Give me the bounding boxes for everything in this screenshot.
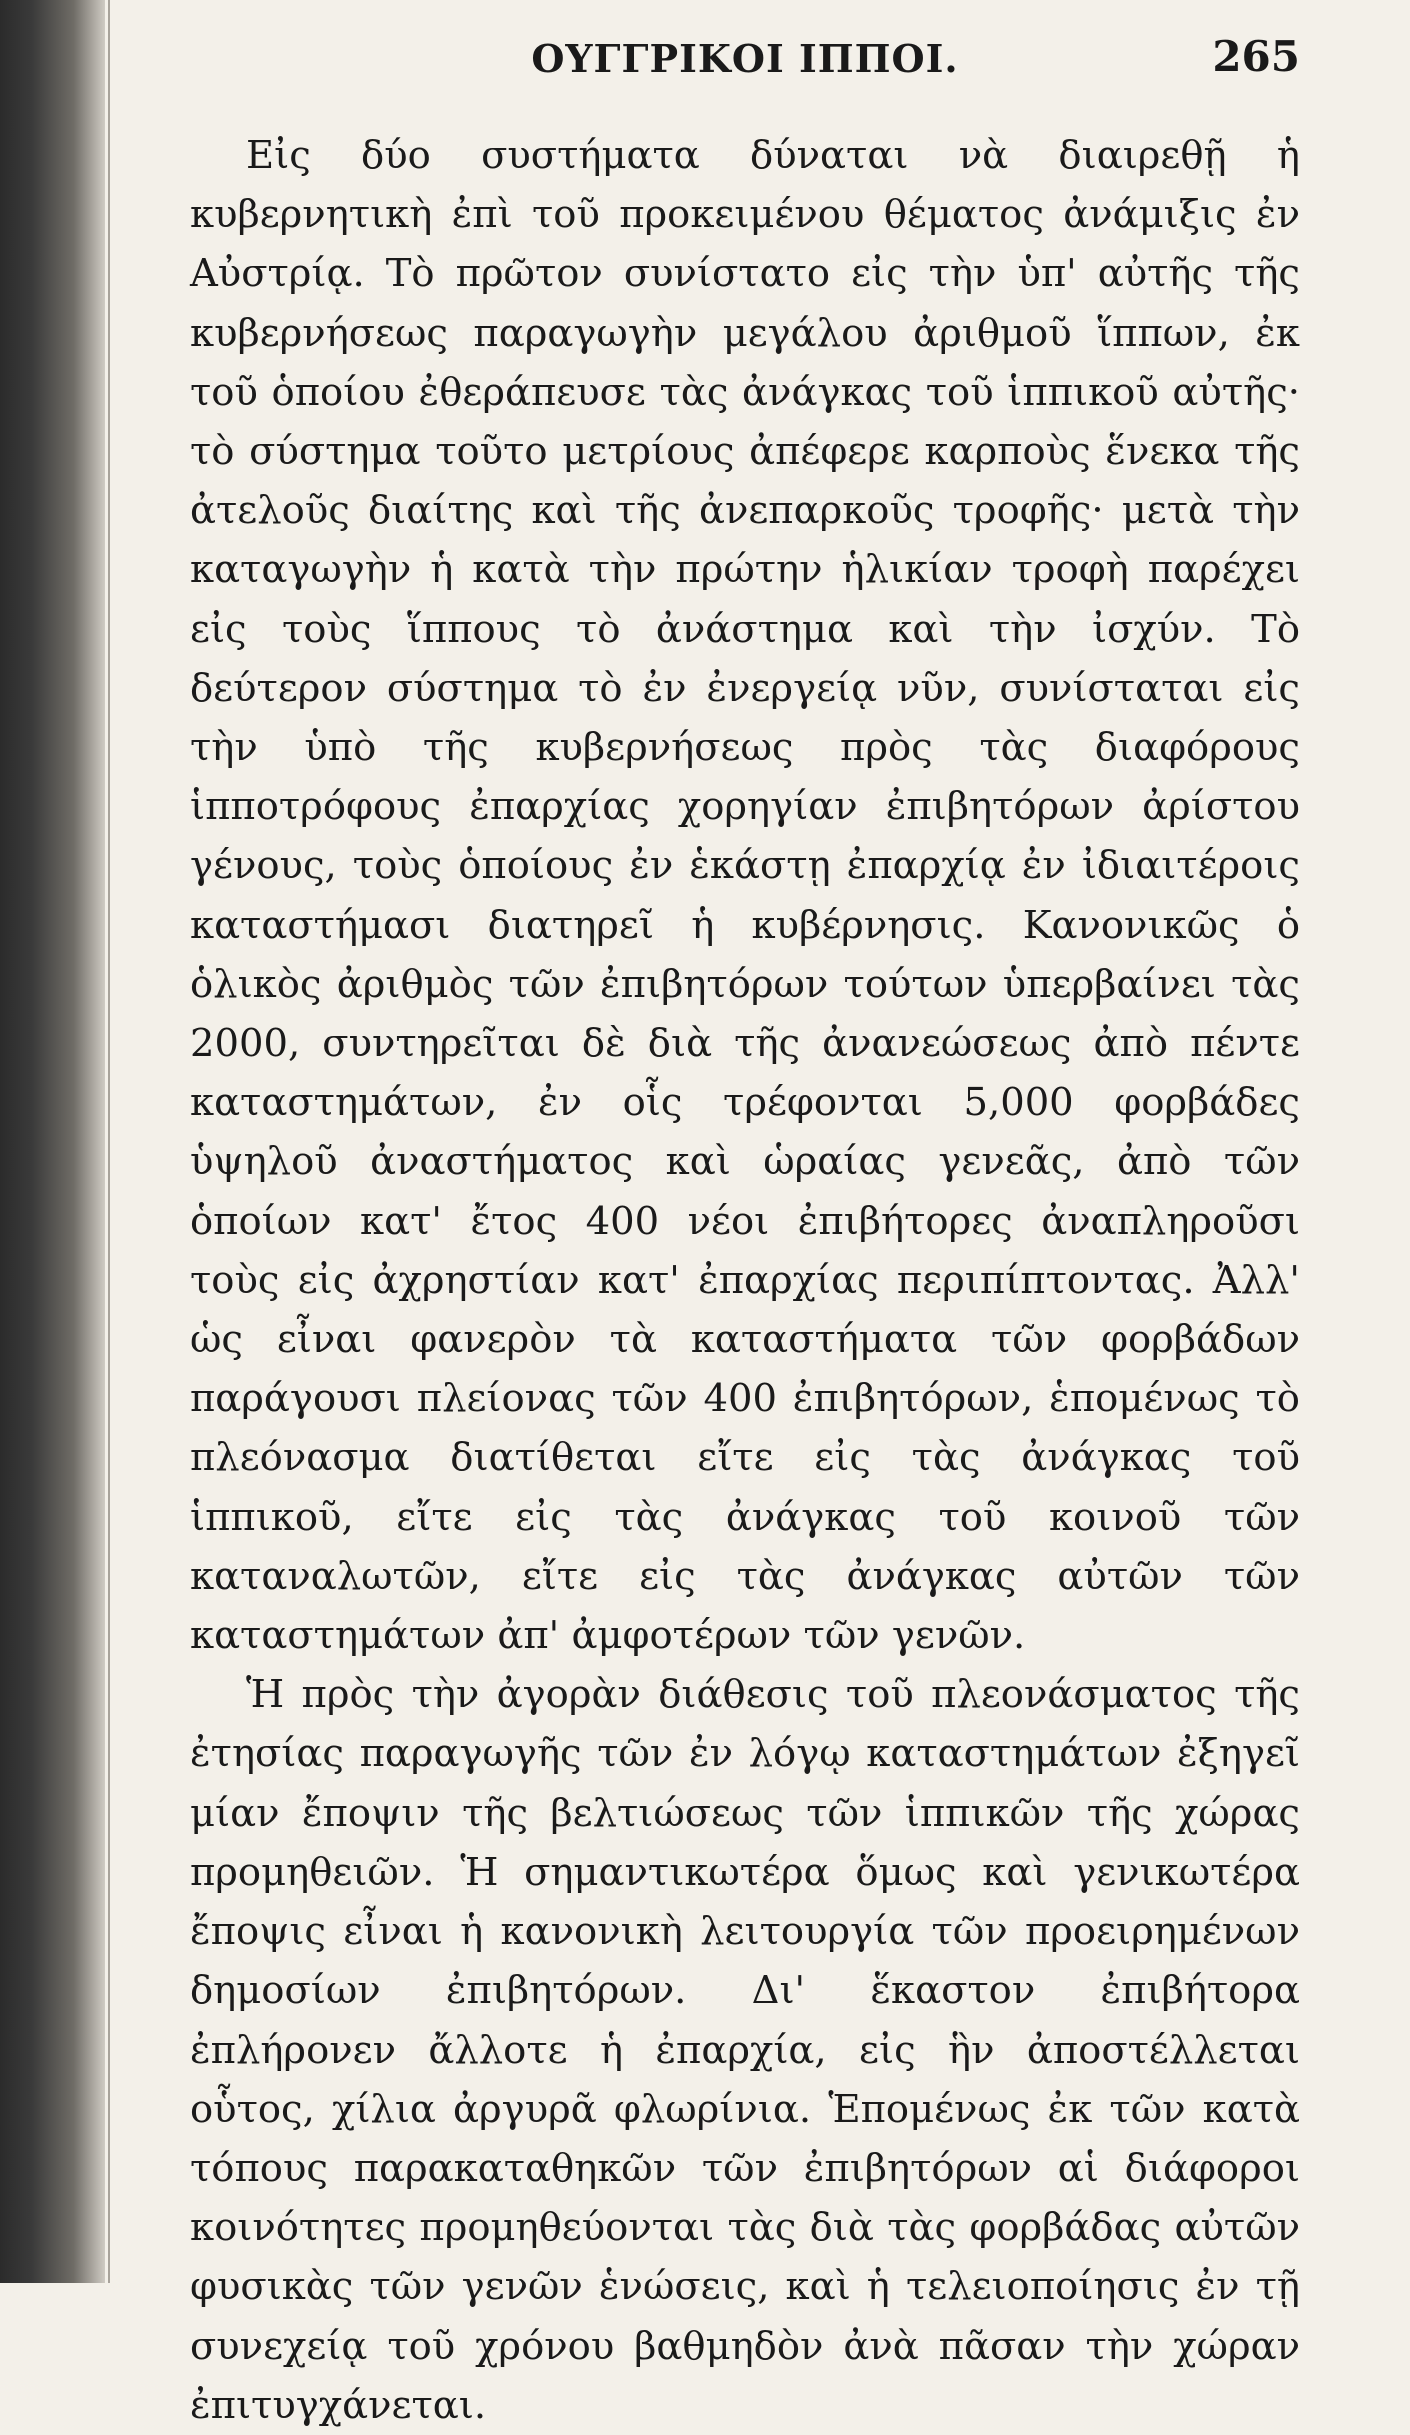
running-title: ΟΥΓΓΡΙΚΟΙ ΙΠΠΟΙ. [531, 36, 959, 81]
book-binding-shadow [0, 0, 105, 2283]
body-paragraph-2: Ἡ πρὸς τὴν ἀγορὰν διάθεσις τοῦ πλεονάσματος τῆς ἐτησίας παραγωγῆς τῶν ἐν λόγῳ καταστημάτων ἐξηγεῖ μίαν ἔποψιν τῆς βελτιώσεως τῶν ἱππικῶν τῆς χώρας προμηθειῶν. Ἡ σημαντικωτέρα ὅμως καὶ γενικωτέρα ἔποψις εἶναι ἡ κανονικὴ λειτουργία τῶν προειρημένων δημοσίων ἐπιβητόρων. Δι' ἕκαστον ἐπιβήτορα ἐπλήρονεν ἄλλοτε ἡ ἐπαρχία, εἰς ἣν ἀποστέλλεται οὗτος, χίλια ἀργυρᾶ φλωρίνια. Ἑπομένως ἐκ τῶν κατὰ τόπους παρακαταθηκῶν τῶν ἐπιβητόρων αἱ διάφοροι κοινότητες προμηθεύονται τὰς διὰ τὰς φορβάδας αὐτῶν φυσικὰς τῶν γενῶν ἑνώσεις, καὶ ἡ τελειοποίησις ἐν τῇ συνεχείᾳ τοῦ χρόνου βαθμηδὸν ἀνὰ πᾶσαν τὴν χώραν ἐπιτυγχάνεται. [190, 1672, 1300, 2428]
page-number: 265 [1212, 32, 1300, 81]
running-header [190, 20, 1300, 90]
book-page [190, 20, 1300, 2428]
body-paragraph-1: Εἰς δύο συστήματα δύναται νὰ διαιρεθῇ ἡ κυβερνητικὴ ἐπὶ τοῦ προκειμένου θέματος ἀνάμιξις ἐν Αὐστρίᾳ. Τὸ πρῶτον συνίστατο εἰς τὴν ὑπ' αὐτῆς τῆς κυβερνήσεως παραγωγὴν μεγάλου ἀριθμοῦ ἵππων, ἐκ τοῦ ὁποίου ἐθεράπευσε τὰς ἀνάγκας τοῦ ἱππικοῦ αὐτῆς· τὸ σύστημα τοῦτο μετρίους ἀπέφερε καρποὺς ἕνεκα τῆς ἀτελοῦς διαίτης καὶ τῆς ἀνεπαρκοῦς τροφῆς· μετὰ τὴν καταγωγὴν ἡ κατὰ τὴν πρώτην ἡλικίαν τροφὴ παρέχει εἰς τοὺς ἵππους τὸ ἀνάστημα καὶ τὴν ἰσχύν. Τὸ δεύτερον σύστημα τὸ ἐν ἐνεργείᾳ νῦν, συνίσταται εἰς τὴν ὑπὸ τῆς κυβερνήσεως πρὸς τὰς διαφόρους ἱπποτρόφους ἐπαρχίας χορηγίαν ἐπιβητόρων ἀρίστου γένους, τοὺς ὁποίους ἐν ἑκάστῃ ἐπαρχίᾳ ἐν ἰδιαιτέροις καταστήμασι διατηρεῖ ἡ κυβέρνησις. Κανονικῶς ὁ ὁλικὸς ἀριθμὸς τῶν ἐπιβητόρων τούτων ὑπερβαίνει τὰς 2000, συντηρεῖται δὲ διὰ τῆς ἀνανεώσεως ἀπὸ πέντε καταστημάτων, ἐν οἷς τρέφονται 5,000 φορβάδες ὑψηλοῦ ἀναστήματος καὶ ὡραίας γενεᾶς, ἀπὸ τῶν ὁποίων κατ' ἔτος 400 νέοι ἐπιβήτορες ἀναπληροῦσι τοὺς εἰς ἀχρηστίαν κατ' ἐπαρχίας περιπίπτοντας. Ἀλλ' ὡς εἶναι φανερὸν τὰ καταστήματα τῶν φορβάδων παράγουσι πλείονας τῶν 400 ἐπιβητόρων, ἑπομένως τὸ πλεόνασμα διατίθεται εἴτε εἰς τὰς ἀνάγκας τοῦ ἱππικοῦ, εἴτε εἰς τὰς ἀνάγκας τοῦ κοινοῦ τῶν καταναλωτῶν, εἴτε εἰς τὰς ἀνάγκας αὐτῶν τῶν καταστημάτων ἀπ' ἀμφοτέρων τῶν γενῶν. [190, 133, 1300, 1659]
page-gutter-edge [108, 0, 110, 2283]
